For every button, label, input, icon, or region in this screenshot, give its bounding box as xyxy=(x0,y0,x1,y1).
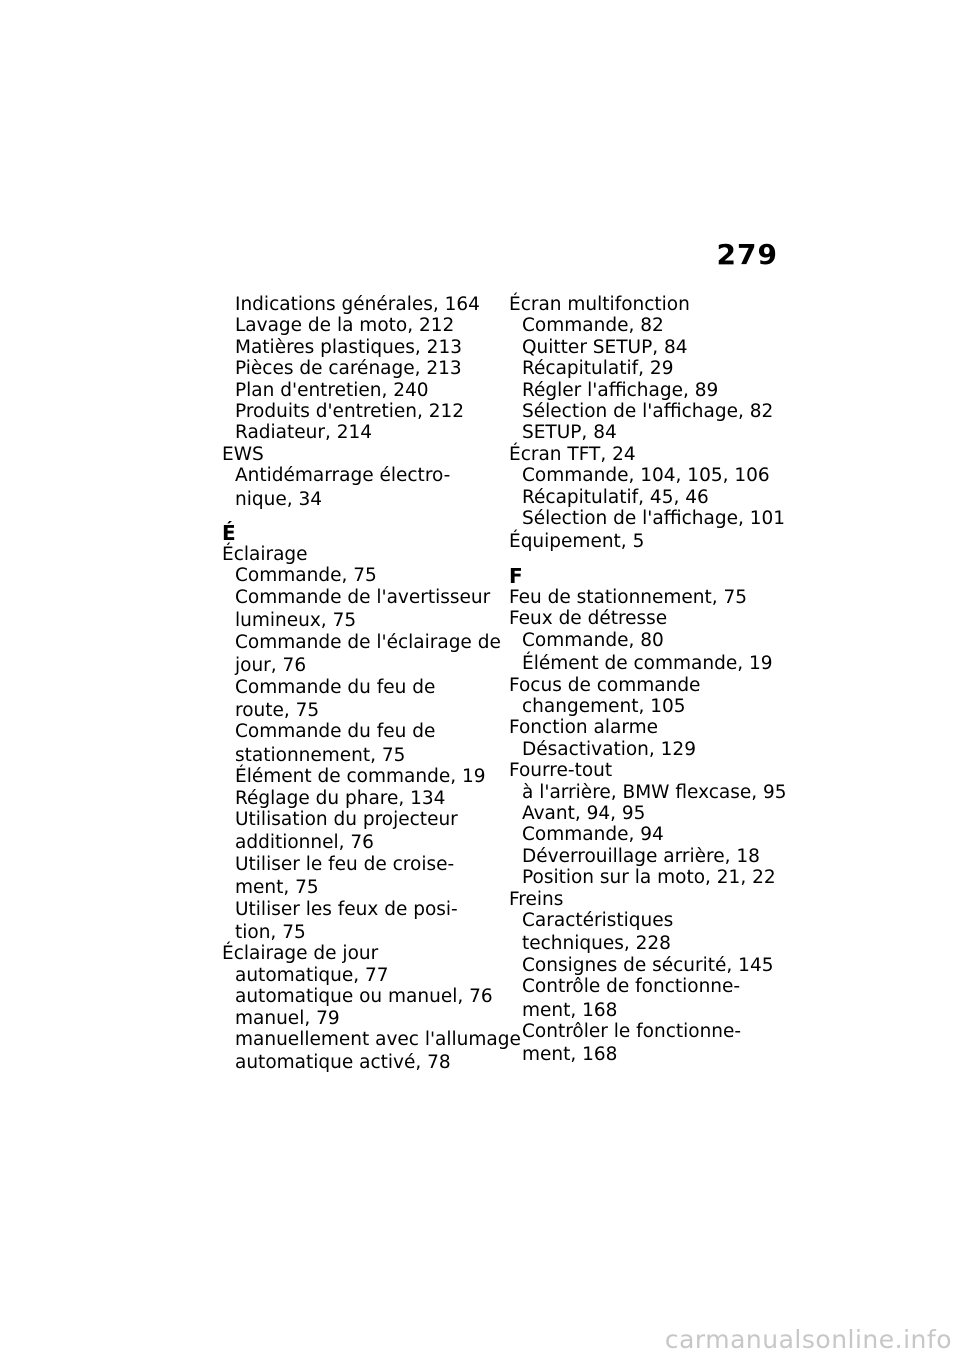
index-subentry: Commande du feu de xyxy=(235,721,436,743)
index-subentry: Avant, 94, 95 xyxy=(522,802,646,824)
index-subentry: Réglage du phare, 134 xyxy=(235,787,446,809)
index-subentry-continuation: automatique activé, 78 xyxy=(235,1052,451,1074)
index-subentry: Utilisation du projecteur xyxy=(235,808,458,830)
index-subentry: Contrôle de fonctionne- xyxy=(522,976,741,998)
index-subentry: Consignes de sécurité, 145 xyxy=(522,954,774,976)
index-subentry-continuation: additionnel, 76 xyxy=(235,832,374,854)
index-subentry: Élément de commande, 19 xyxy=(235,766,486,788)
index-subentry: Plan d'entretien, 240 xyxy=(235,379,429,401)
index-subentry: Utiliser les feux de posi- xyxy=(235,898,458,920)
index-subentry: Produits d'entretien, 212 xyxy=(235,401,465,423)
section-letter: É xyxy=(222,521,236,546)
index-entry: Écran multifonction xyxy=(509,294,690,315)
index-subentry: à l'arrière, BMW flexcase, 95 xyxy=(522,781,787,803)
index-entry: Équipement, 5 xyxy=(509,531,645,553)
index-entry: Écran TFT, 24 xyxy=(509,443,636,465)
index-subentry-continuation: stationnement, 75 xyxy=(235,744,406,766)
index-subentry: Régler l'affichage, 89 xyxy=(522,379,719,401)
page-number: 279 xyxy=(716,238,778,271)
index-entry: Focus de commande xyxy=(509,674,701,696)
index-subentry: Sélection de l'affichage, 82 xyxy=(522,401,774,423)
index-subentry: Commande, 94 xyxy=(522,824,664,846)
index-subentry: Commande du feu de xyxy=(235,676,436,698)
index-subentry: Caractéristiques xyxy=(522,909,674,931)
index-subentry-continuation: ment, 168 xyxy=(522,999,618,1021)
index-entry: Freins xyxy=(509,888,564,910)
index-subentry-continuation: tion, 75 xyxy=(235,921,306,943)
watermark: carmanualsonline.info xyxy=(664,1325,952,1354)
index-subentry: Récapitulatif, 45, 46 xyxy=(522,486,709,508)
index-subentry: Déverrouillage arrière, 18 xyxy=(522,845,760,867)
index-column-right xyxy=(509,294,787,1066)
index-subentry: Commande de l'avertisseur xyxy=(235,586,491,608)
index-entry: Éclairage de jour xyxy=(222,943,379,965)
index-subentry-continuation: ment, 75 xyxy=(235,877,319,899)
index-subentry: Pièces de carénage, 213 xyxy=(235,358,462,380)
index-entry: Feux de détresse xyxy=(509,608,668,630)
index-subentry: Commande, 104, 105, 106 xyxy=(522,465,770,487)
index-subentry: automatique ou manuel, 76 xyxy=(235,986,493,1008)
index-subentry: Commande, 82 xyxy=(522,315,664,337)
index-subentry: manuellement avec l'allumage xyxy=(235,1029,521,1050)
index-entry: EWS xyxy=(222,443,264,465)
index-subentry: Utiliser le feu de croise- xyxy=(235,853,455,875)
index-subentry-continuation: techniques, 228 xyxy=(522,933,671,955)
index-entry: Fonction alarme xyxy=(509,717,659,739)
index-entry: Fourre-tout xyxy=(509,760,613,782)
index-entry: Feu de stationnement, 75 xyxy=(509,586,748,608)
index-subentry-continuation: nique, 34 xyxy=(235,488,323,510)
index-column-left xyxy=(222,294,521,1074)
index-subentry: Commande, 75 xyxy=(235,565,377,587)
index-subentry: manuel, 79 xyxy=(235,1007,340,1029)
index-subentry: Lavage de la moto, 212 xyxy=(235,315,455,337)
index-subentry: Matières plastiques, 213 xyxy=(235,336,462,358)
index-subentry-continuation: ment, 168 xyxy=(522,1044,618,1066)
index-subentry: Sélection de l'affichage, 101 xyxy=(522,508,786,530)
index-subentry: changement, 105 xyxy=(522,695,686,717)
index-subentry: Position sur la moto, 21, 22 xyxy=(522,867,776,889)
index-subentry: Commande de l'éclairage de xyxy=(235,631,501,653)
index-subentry-continuation: route, 75 xyxy=(235,699,320,721)
index-subentry: Commande, 80 xyxy=(522,629,664,651)
index-subentry-continuation: lumineux, 75 xyxy=(235,610,357,632)
index-subentry: SETUP, 84 xyxy=(522,422,617,444)
index-subentry: Quitter SETUP, 84 xyxy=(522,336,688,358)
index-subentry: Indications générales, 164 xyxy=(235,294,480,315)
section-letter: F xyxy=(509,563,523,588)
index-subentry-continuation: Élément de commande, 19 xyxy=(522,653,773,675)
index-subentry: automatique, 77 xyxy=(235,964,389,986)
index-subentry: Antidémarrage électro- xyxy=(235,465,451,487)
index-entry: Éclairage xyxy=(222,544,308,566)
index-subentry: Désactivation, 129 xyxy=(522,738,696,760)
index-subentry: Récapitulatif, 29 xyxy=(522,358,674,380)
index-subentry: Contrôler le fonctionne- xyxy=(522,1021,742,1042)
index-subentry: Radiateur, 214 xyxy=(235,422,373,444)
index-subentry-continuation: jour, 76 xyxy=(235,655,307,677)
